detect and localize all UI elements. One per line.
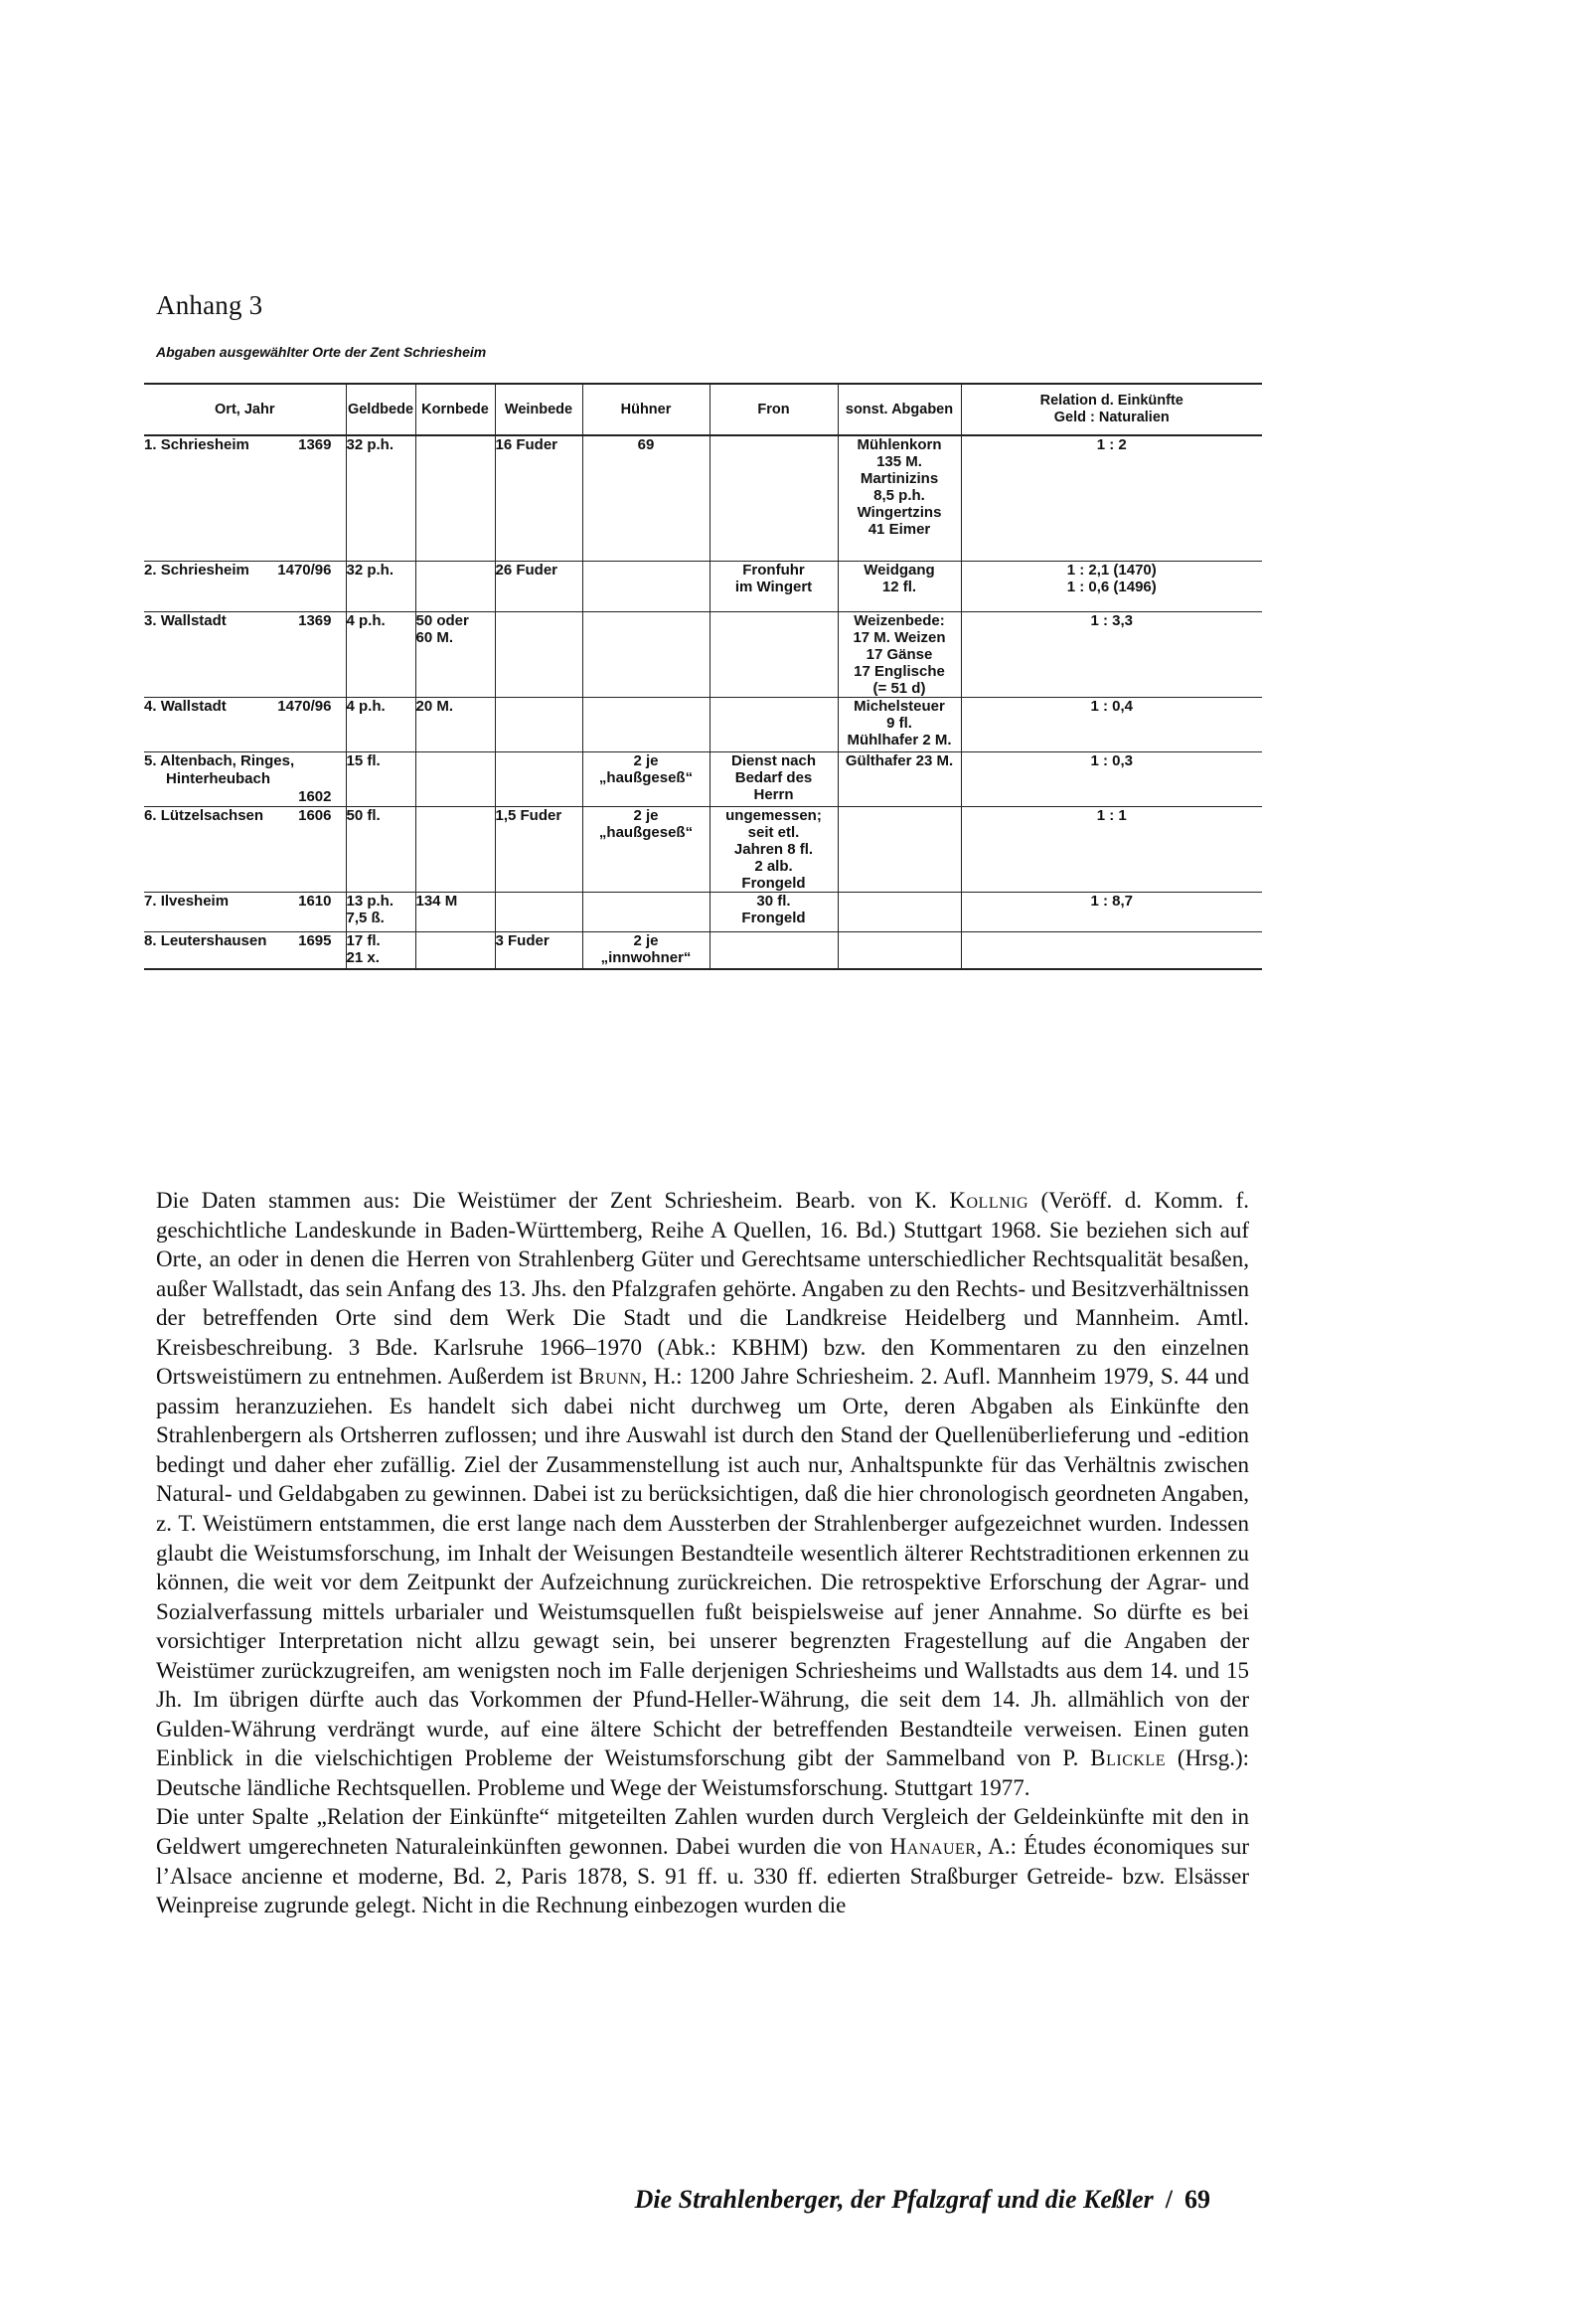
place-year: 1602 [298, 787, 332, 805]
place-year: 1695 [298, 931, 332, 949]
cell-kornbede-line: 60 M. [415, 628, 454, 646]
p1-part-a: Die Daten stammen aus: Die Weistümer der Zent Schriesheim. Bearb. von K. [156, 1188, 950, 1213]
place-text: Leutershausen [160, 931, 267, 949]
cell-fron-line: Herrn [753, 785, 794, 803]
p1-part-c: , H.: 1200 Jahre Schriesheim. 2. Aufl. Mannheim 1979, S. 44 und passim heranzuziehen. Es handelt sich dabei nicht durchweg um Orte, deren Abgaben als Einkünfte den Strahlenbergern als Ortsherren zuflossen; und ihre Auswahl ist durch den Stand der Quellenüberlieferung und -edition bedingt und daher eher zufällig. Ziel der Zusammenstellung ist auch nur, Anhaltspunkte für das Verhältnis zwischen Natural- und Geldabgaben zu gewinnen. Dabei ist zu berücksichtigen, daß die hier chronologisch geordneten Angaben, z. T. Weistümern entstammen, die erst lange nach dem Aussterben der Strahlenberger aufgezeichnet wurden. Indessen glaubt die Weistumsforschung, im Inhalt der Weisungen Bestandteile wesentlich älterer Rechtstraditionen erkennen zu können, die weit vor dem Zeitpunkt der Aufzeichnung zurückreichen. Die retrospektive Erforschung der Agrar- und Sozialverfassung mittels urbarialer und Weistumsquellen fußt beispielsweise auf jener Annahme. So dürfte es bei vorsichtiger Interpretation nicht allzu gewagt sein, bei unserer begrenzten Fragestellung auf die Angaben der Weistümer zurückzugreifen, am wenigsten noch im Falle derjenigen Schriesheims und Wallstadts aus dem 14. und 15 Jh. Im übrigen dürfte auch das Vorkommen der Pfund-Heller-Währung, die seit dem 14. Jh. allmählich von der Gulden-Währung verdrängt wurde, auf eine ältere Schicht der betreffenden Bestandteile verweisen. Einen guten Einblick in die vielschichtigen Probleme der Weistumsforschung gibt der Sammelband von P. [156, 1364, 1249, 1771]
author-hanauer: Hanauer [889, 1834, 977, 1860]
cell-relation-line: 1 : 0,6 (1496) [1066, 578, 1157, 595]
header-relation [961, 384, 1262, 435]
place-name [144, 612, 227, 630]
cell-relation [961, 435, 1262, 561]
cell-sonstige-abgaben [838, 892, 961, 931]
cell-sonstige-abgaben-line: 135 M. [876, 453, 922, 470]
cell-geldbede-line: 4 p.h. [346, 611, 386, 629]
cell-weinbede [495, 435, 582, 561]
cell-geldbede-line: 32 p.h. [346, 436, 394, 453]
cell-relation-line: 1 : 2,1 (1470) [1066, 561, 1157, 579]
row-number: 4. [144, 697, 157, 715]
cell-huehner [582, 931, 710, 969]
cell-geldbede [346, 611, 415, 697]
row-number: 2. [144, 561, 157, 579]
running-title: Die Strahlenberger, der Pfalzgraf und die Keßler [634, 2185, 1154, 2214]
row-number: 6. [144, 806, 157, 824]
place-line [144, 770, 346, 788]
row-number: 5. [144, 751, 157, 769]
place-text: Schriesheim [160, 561, 249, 579]
cell-huehner [582, 611, 710, 697]
cell-fron [710, 751, 838, 806]
cell-kornbede-line: 134 M [415, 892, 458, 910]
cell-sonstige-abgaben [838, 931, 961, 969]
place-line [144, 932, 346, 950]
row-number: 7. [144, 892, 157, 910]
cell-fron [710, 892, 838, 931]
p2-part-b: , A.: Études économiques sur l’Alsace ancienne et moderne, Bd. 2, Paris 1878, S. 91 ff. u. 330 ff. edierten Straßburger Getreide- bzw. Elsässer Weinpreise zugrunde gelegt. Nicht in die Rechnung einbezogen wurden die [156, 1834, 1250, 1918]
cell-geldbede [346, 806, 415, 892]
cell-geldbede-line: 32 p.h. [346, 561, 394, 579]
cell-geldbede [346, 931, 415, 969]
cell-huehner [582, 561, 710, 611]
cell-relation-line: 1 : 2 [1096, 436, 1127, 453]
cell-relation [961, 892, 1262, 931]
author-blickle: Blickle [1090, 1745, 1166, 1771]
cell-kornbede [415, 697, 495, 751]
place-year: 1470/96 [277, 697, 332, 715]
place-year: 1470/96 [277, 561, 332, 579]
header-kornbede: Kornbede [415, 384, 495, 435]
cell-geldbede-line: 13 p.h. [346, 892, 394, 910]
cell-fron [710, 435, 838, 561]
cell-sonstige-abgaben-line: 41 Eimer [867, 521, 931, 538]
place-text: Ilvesheim [160, 892, 230, 910]
cell-sonstige-abgaben-line: Wingertzins [857, 504, 942, 521]
header-sonstige-abgaben: sonst. Abgaben [838, 384, 961, 435]
cell-weinbede [495, 611, 582, 697]
cell-geldbede-line: 15 fl. [346, 751, 381, 769]
cell-weinbede [495, 931, 582, 969]
cell-sonstige-abgaben-line: Mühlenkorn [857, 436, 942, 453]
place-text: Hinterheubach [166, 769, 271, 787]
place-text: Altenbach, Ringes, [160, 751, 295, 769]
cell-kornbede [415, 892, 495, 931]
levy-table [144, 383, 1262, 970]
cell-huehner [582, 751, 710, 806]
cell-kornbede [415, 611, 495, 697]
p2-part-a: Die unter Spalte „Relation der Einkünfte“ mitgeteilten Zahlen wurden durch Vergleich der Geldeinkünfte mit den in Geldwert umgerechneten Naturaleinkünften gewonnen. Dabei wurden die von [156, 1804, 1249, 1860]
cell-geldbede-line: 7,5 ß. [346, 909, 385, 926]
cell-fron-line: Frongeld [741, 909, 806, 926]
cell-huehner-line: „haußgeseß“ [598, 823, 694, 841]
cell-huehner-line: 2 je [633, 751, 659, 769]
cell-fron [710, 561, 838, 611]
place-year: 1610 [298, 892, 332, 910]
cell-sonstige-abgaben-line: 17 Englische [854, 662, 945, 680]
cell-fron-line: 2 alb. [754, 857, 793, 875]
row-number: 3. [144, 611, 157, 629]
cell-fron-line: ungemessen; [725, 806, 822, 824]
cell-kornbede [415, 931, 495, 969]
cell-relation [961, 611, 1262, 697]
cell-kornbede [415, 561, 495, 611]
header-geldbede: Geldbede [346, 384, 415, 435]
cell-ort-jahr [144, 561, 346, 611]
cell-kornbede [415, 806, 495, 892]
header-relation-line2: Geld : Naturalien [1053, 410, 1170, 425]
appendix-heading: Anhang 3 [156, 290, 263, 320]
p1-part-b: (Veröff. d. Komm. f. geschichtliche Landeskunde in Baden-Württemberg, Reihe A Quellen, 16. Bd.) Stuttgart 1968. Sie beziehen sich auf Orte, an oder in denen die Herren von Strahlenberg Güter und Gerechtsame unterschiedlicher Rechtsqualität besaßen, außer Wallstadt, das sein Anfang des 13. Jhs. den Pfalzgrafen gehörte. Angaben zu den Rechts- und Besitzverhältnissen der betreffenden Orte sind dem Werk Die Stadt und die Landkreise Heidelberg und Mannheim. Amtl. Kreisbeschreibung. 3 Bde. Karlsruhe 1966–1970 (Abk.: KBHM) bzw. den Kommentaren zu den einzelnen Ortsweistümern zu entnehmen. Außerdem ist [156, 1188, 1250, 1390]
place-name [144, 807, 263, 825]
cell-huehner-line: „innwohner“ [600, 948, 692, 966]
cell-ort-jahr [144, 806, 346, 892]
cell-fron-line: Frongeld [741, 874, 806, 892]
table-row [144, 931, 1262, 969]
cell-relation [961, 697, 1262, 751]
place-name [144, 436, 249, 454]
cell-sonstige-abgaben-line: 17 M. Weizen [853, 628, 946, 646]
cell-geldbede-line: 4 p.h. [346, 697, 386, 715]
commentary-paragraph-1 [156, 1186, 1249, 1802]
table-row [144, 611, 1262, 697]
cell-sonstige-abgaben [838, 611, 961, 697]
commentary-text [156, 1186, 1249, 1920]
place-year: 1369 [298, 436, 332, 453]
cell-huehner [582, 892, 710, 931]
cell-geldbede-line: 17 fl. [346, 931, 381, 949]
cell-huehner [582, 435, 710, 561]
cell-geldbede-line: 21 x. [346, 948, 380, 966]
cell-sonstige-abgaben-line: Weizenbede: [854, 611, 945, 629]
author-kollnig: Kollnig [949, 1188, 1029, 1213]
cell-geldbede [346, 892, 415, 931]
cell-relation-line: 1 : 0,4 [1090, 697, 1134, 715]
cell-relation-line: 1 : 1 [1096, 806, 1127, 824]
header-ort: Ort, Jahr [215, 402, 275, 417]
cell-huehner-line: „haußgeseß“ [598, 768, 694, 786]
header-weinbede: Weinbede [495, 384, 582, 435]
row-number: 1. [144, 436, 157, 453]
cell-fron [710, 697, 838, 751]
page-number: 69 [1184, 2185, 1210, 2214]
table-row [144, 561, 1262, 611]
cell-ort-jahr [144, 697, 346, 751]
table-body [144, 435, 1262, 969]
header-fron: Fron [710, 384, 838, 435]
place-line [144, 436, 346, 454]
cell-weinbede [495, 751, 582, 806]
cell-sonstige-abgaben [838, 751, 961, 806]
p1-part-d: (Hrsg.): Deutsche ländliche Rechtsquellen. Probleme und Wege der Weistumsforschung. Stuttgart 1977. [156, 1745, 1249, 1800]
place-text: Wallstadt [160, 697, 227, 715]
place-line [144, 807, 346, 825]
cell-weinbede-line: 26 Fuder [495, 561, 558, 579]
cell-fron-line: seit etl. [747, 823, 800, 841]
cell-fron-line: Dienst nach [730, 751, 817, 769]
commentary-paragraph-2 [156, 1802, 1249, 1919]
cell-relation [961, 931, 1262, 969]
place-line [144, 562, 346, 580]
place-year: 1369 [298, 611, 332, 629]
cell-weinbede [495, 561, 582, 611]
cell-relation [961, 561, 1262, 611]
cell-huehner-line: 2 je [633, 931, 659, 949]
cell-geldbede [346, 751, 415, 806]
cell-ort-jahr [144, 611, 346, 697]
cell-sonstige-abgaben [838, 435, 961, 561]
place-name [144, 932, 266, 950]
header-relation-line1: Relation d. Einkünfte [1039, 393, 1183, 409]
cell-weinbede [495, 892, 582, 931]
cell-sonstige-abgaben-line: 12 fl. [881, 578, 917, 595]
cell-ort-jahr [144, 435, 346, 561]
table-caption: Abgaben ausgewählter Orte der Zent Schriesheim [156, 344, 487, 360]
place-text: Lützelsachsen [160, 806, 264, 824]
cell-relation-line: 1 : 3,3 [1090, 611, 1134, 629]
cell-sonstige-abgaben-line: Martinizins [860, 470, 939, 487]
cell-huehner-line: 69 [637, 436, 655, 453]
cell-relation-line: 1 : 8,7 [1090, 892, 1134, 910]
cell-kornbede-line: 50 oder [415, 611, 469, 629]
cell-sonstige-abgaben-line: Gülthafer 23 M. [845, 751, 954, 769]
cell-sonstige-abgaben-line: (= 51 d) [872, 679, 926, 697]
cell-relation [961, 751, 1262, 806]
table-row [144, 806, 1262, 892]
cell-weinbede [495, 697, 582, 751]
cell-relation [961, 806, 1262, 892]
cell-kornbede-line: 20 M. [415, 697, 454, 715]
place-line [144, 698, 346, 716]
place-year: 1606 [298, 806, 332, 824]
cell-huehner [582, 697, 710, 751]
cell-ort-jahr [144, 892, 346, 931]
cell-sonstige-abgaben-line: Michelsteuer [854, 697, 945, 715]
table-row [144, 697, 1262, 751]
table-row [144, 751, 1262, 806]
cell-fron [710, 931, 838, 969]
cell-fron-line: Fronfuhr [742, 561, 805, 579]
place-line [144, 612, 346, 630]
header-huehner: Hühner [582, 384, 710, 435]
cell-geldbede-line: 50 fl. [346, 806, 381, 824]
place-text: Wallstadt [160, 611, 227, 629]
table-header-row [144, 384, 1262, 435]
cell-sonstige-abgaben [838, 806, 961, 892]
place-name [144, 893, 229, 911]
cell-kornbede [415, 751, 495, 806]
place-name [144, 562, 249, 580]
place-name [144, 698, 227, 716]
place-line [144, 893, 346, 911]
cell-fron [710, 806, 838, 892]
cell-geldbede [346, 697, 415, 751]
cell-fron-line: im Wingert [734, 578, 813, 595]
author-brunn: Brunn [578, 1364, 642, 1390]
place-text: Schriesheim [160, 436, 249, 453]
cell-geldbede [346, 561, 415, 611]
cell-weinbede-line: 16 Fuder [495, 436, 558, 453]
footer-separator: / [1165, 2185, 1173, 2214]
cell-ort-jahr [144, 931, 346, 969]
cell-sonstige-abgaben-line: 9 fl. [886, 714, 912, 732]
cell-fron-line: Jahren 8 fl. [733, 840, 814, 858]
place-line [144, 752, 346, 770]
cell-fron-line: Bedarf des [734, 768, 813, 786]
cell-sonstige-abgaben-line: 17 Gänse [866, 645, 933, 663]
row-number: 8. [144, 931, 157, 949]
cell-sonstige-abgaben-line: 8,5 p.h. [873, 487, 925, 504]
table-row [144, 435, 1262, 561]
cell-relation-line: 1 : 0,3 [1090, 751, 1134, 769]
cell-fron-line: 30 fl. [756, 892, 791, 910]
cell-weinbede-line: 1,5 Fuder [495, 806, 562, 824]
cell-sonstige-abgaben [838, 697, 961, 751]
page-footer [629, 2185, 1210, 2215]
cell-huehner-line: 2 je [633, 806, 659, 824]
cell-weinbede-line: 3 Fuder [495, 931, 550, 949]
cell-weinbede [495, 806, 582, 892]
cell-ort-jahr [144, 751, 346, 806]
cell-kornbede [415, 435, 495, 561]
cell-sonstige-abgaben-line: Mühlhafer 2 M. [847, 731, 952, 748]
cell-sonstige-abgaben-line: Weidgang [864, 561, 935, 579]
table-row [144, 892, 1262, 931]
cell-sonstige-abgaben [838, 561, 961, 611]
cell-fron [710, 611, 838, 697]
cell-huehner [582, 806, 710, 892]
cell-geldbede [346, 435, 415, 561]
